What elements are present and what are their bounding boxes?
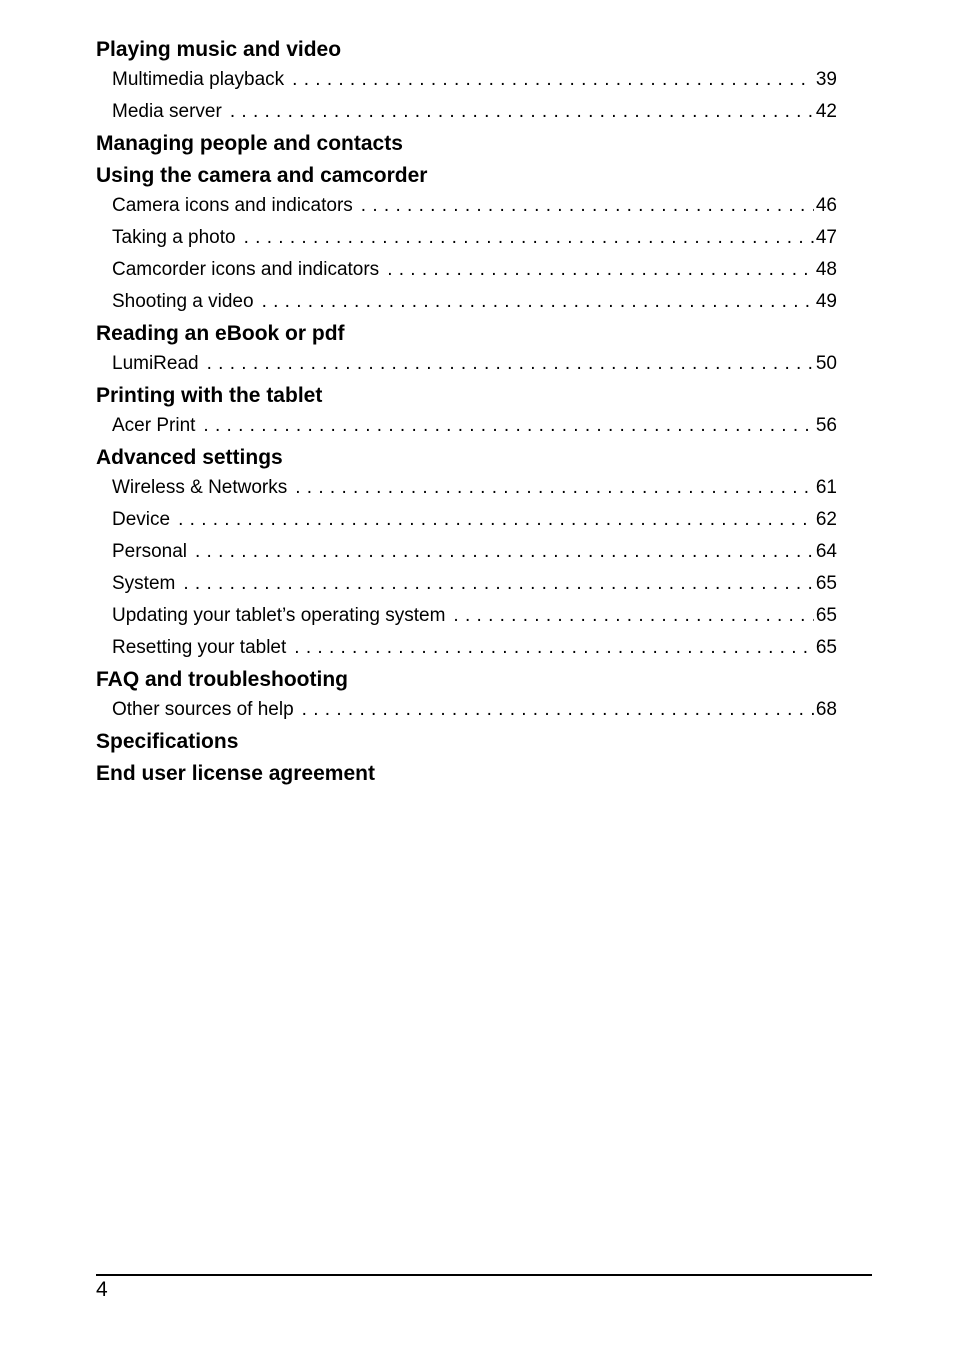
toc-entry-title: Multimedia playback xyxy=(112,69,285,90)
toc-section xyxy=(96,322,837,376)
toc-entry-page-number: 48 xyxy=(815,259,837,280)
toc-entry[interactable] xyxy=(96,194,837,218)
toc-entry-page-number: 49 xyxy=(815,291,837,312)
toc-entry-page-number: 65 xyxy=(815,573,837,594)
toc-entry[interactable] xyxy=(96,476,837,500)
dot-leader xyxy=(244,226,814,250)
toc-section xyxy=(96,132,837,156)
toc-entry-page-number: 65 xyxy=(815,637,837,658)
toc-section-heading[interactable]: Managing people and contacts xyxy=(96,132,403,155)
toc-entry-title: Media server xyxy=(112,101,222,122)
toc-entry-title: Personal xyxy=(112,541,187,562)
toc-entry-title: Device xyxy=(112,509,171,530)
dot-leader xyxy=(292,68,814,92)
dot-leader xyxy=(302,698,814,722)
toc-entry[interactable] xyxy=(96,352,837,376)
toc-entry[interactable] xyxy=(96,290,837,314)
toc-section xyxy=(96,384,837,438)
toc-entry[interactable] xyxy=(96,508,837,532)
toc-section-heading[interactable]: Specifications xyxy=(96,730,239,753)
toc-entry[interactable] xyxy=(96,540,837,564)
toc-section-heading[interactable]: Reading an eBook or pdf xyxy=(96,322,345,345)
dot-leader xyxy=(178,508,814,532)
toc-entry-title: Shooting a video xyxy=(112,291,254,312)
toc-section xyxy=(96,730,837,754)
footer-divider xyxy=(96,1274,872,1276)
dot-leader xyxy=(230,100,814,124)
toc-section xyxy=(96,762,837,786)
toc-entry-page-number: 61 xyxy=(815,477,837,498)
toc-entry-title: LumiRead xyxy=(112,353,199,374)
toc-section-heading[interactable]: Using the camera and camcorder xyxy=(96,164,428,187)
dot-leader xyxy=(203,414,813,438)
toc-entry-title: Camcorder icons and indicators xyxy=(112,259,380,280)
toc-section-heading[interactable]: End user license agreement xyxy=(96,762,375,785)
toc-section-heading[interactable]: Playing music and video xyxy=(96,38,342,61)
dot-leader xyxy=(195,540,814,564)
toc-entry-title: Updating your tablet’s operating system xyxy=(112,605,446,626)
dot-leader xyxy=(207,352,814,376)
toc-entry[interactable] xyxy=(96,604,837,628)
page-number: 4 xyxy=(96,1278,108,1301)
toc-entry[interactable] xyxy=(96,414,837,438)
dot-leader xyxy=(262,290,814,314)
dot-leader xyxy=(294,636,814,660)
toc-entry-page-number: 62 xyxy=(815,509,837,530)
toc-entry-page-number: 39 xyxy=(815,69,837,90)
toc-entry[interactable] xyxy=(96,636,837,660)
toc-entry-page-number: 46 xyxy=(815,195,837,216)
toc-section-heading[interactable]: Advanced settings xyxy=(96,446,283,469)
toc-section xyxy=(96,164,837,314)
toc-section-heading[interactable]: FAQ and troubleshooting xyxy=(96,668,348,691)
dot-leader xyxy=(387,258,814,282)
toc-entry-title: Acer Print xyxy=(112,415,196,436)
toc-section-heading[interactable]: Printing with the tablet xyxy=(96,384,323,407)
toc-entry-page-number: 64 xyxy=(815,541,837,562)
toc-entry-title: Taking a photo xyxy=(112,227,236,248)
toc-entry[interactable] xyxy=(96,698,837,722)
toc-entry-page-number: 68 xyxy=(815,699,837,720)
dot-leader xyxy=(295,476,814,500)
toc-section xyxy=(96,38,837,124)
toc-entry-page-number: 47 xyxy=(815,227,837,248)
toc-entry[interactable] xyxy=(96,258,837,282)
toc-entry-page-number: 65 xyxy=(815,605,837,626)
toc-entry-title: Other sources of help xyxy=(112,699,294,720)
toc-entry[interactable] xyxy=(96,100,837,124)
toc-entry-title: Wireless & Networks xyxy=(112,477,288,498)
toc-entry-title: Camera icons and indicators xyxy=(112,195,353,216)
dot-leader xyxy=(183,572,814,596)
toc-section xyxy=(96,668,837,722)
dot-leader xyxy=(361,194,814,218)
toc-entry[interactable] xyxy=(96,572,837,596)
table-of-contents xyxy=(96,38,837,794)
toc-entry[interactable] xyxy=(96,226,837,250)
toc-entry[interactable] xyxy=(96,68,837,92)
toc-entry-title: System xyxy=(112,573,176,594)
toc-entry-page-number: 42 xyxy=(815,101,837,122)
toc-entry-page-number: 50 xyxy=(815,353,837,374)
toc-entry-title: Resetting your tablet xyxy=(112,637,287,658)
toc-entry-page-number: 56 xyxy=(815,415,837,436)
dot-leader xyxy=(453,604,813,628)
toc-section xyxy=(96,446,837,660)
